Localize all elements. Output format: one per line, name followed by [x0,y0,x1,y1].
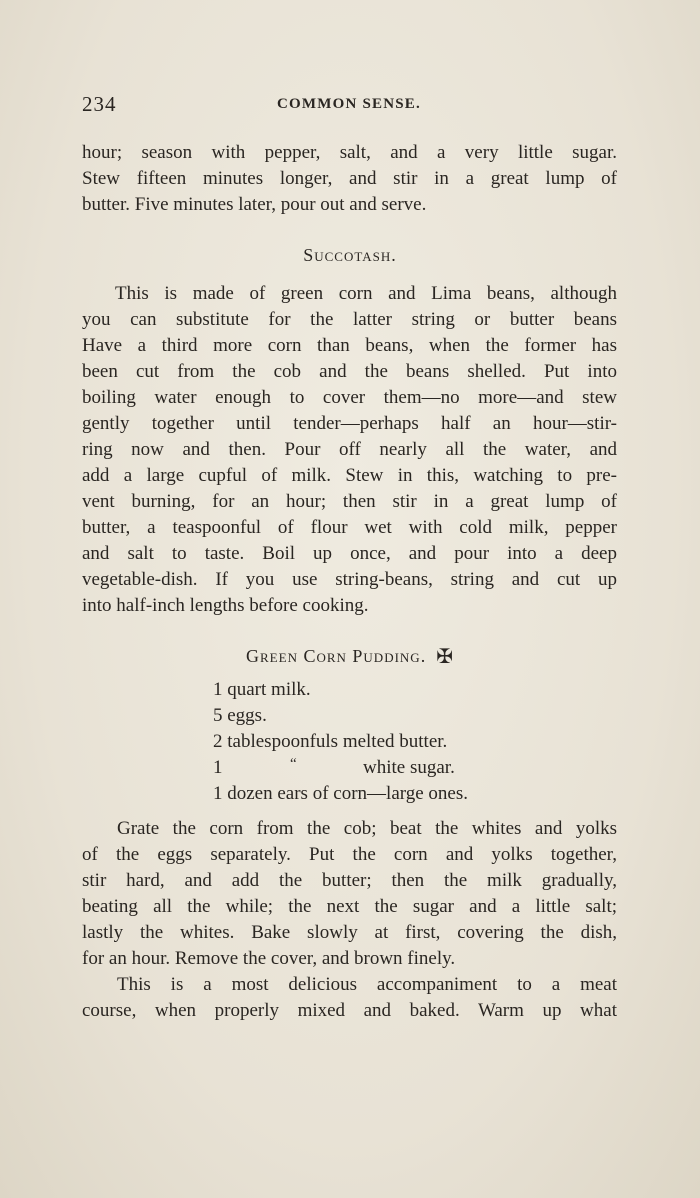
text-line: vent burning, for an hour; then stir in a great lump of [82,491,617,512]
text-line: This is a most delicious accompaniment to a meat [117,974,617,995]
text-line: Have a third more corn than beans, when the former has [82,335,617,356]
ingredient-quantity: 1 [213,757,223,778]
text-line: you can substitute for the latter string or butter beans [82,309,617,330]
text-line: add a large cupful of milk. Stew in this, watching to pre- [82,465,617,486]
text-line: gently together until tender—perhaps half an hour—stir- [82,413,617,434]
ingredient-item: 5 eggs. [213,705,267,726]
text-line: beating all the while; the next the sugar and a little salt; [82,896,617,917]
ingredient-item: 1 quart milk. [213,679,311,700]
page-number: 234 [82,92,117,116]
running-head: COMMON SENSE. [277,96,421,112]
section-title-text: Green Corn Pudding. [246,646,427,666]
text-line: ring now and then. Pour off nearly all the water, and [82,439,617,460]
text-line: Stew fifteen minutes longer, and stir in a great lump of [82,168,617,189]
section-title-green-corn-pudding [0,644,700,669]
text-line: course, when properly mixed and baked. Warm up what [82,1000,617,1021]
page-header [82,92,617,122]
ingredient-item: 2 tablespoonfuls melted butter. [213,731,448,752]
text-line: of the eggs separately. Put the corn and yolks together, [82,844,617,865]
ingredient-text: white sugar. [363,757,455,778]
text-line: vegetable-dish. If you use string-beans, string and cut up [82,569,617,590]
text-line: boiling water enough to cover them—no more—and stew [82,387,617,408]
text-line: into half-inch lengths before cooking. [82,595,369,616]
text-line: and salt to taste. Boil up once, and pour into a deep [82,543,617,564]
ingredient-item: 1 dozen ears of corn—large ones. [213,783,468,804]
cross-mark-icon: ✠ [436,646,454,668]
section-title-succotash: Succotash. [303,245,397,265]
text-line: hour; season with pepper, salt, and a very little sugar. [82,142,617,163]
text-line: for an hour. Remove the cover, and brown finely. [82,948,456,969]
text-line: This is made of green corn and Lima beans, although [115,283,617,304]
ditto-mark: “ [290,756,297,772]
text-line: stir hard, and add the butter; then the milk gradually, [82,870,617,891]
ingredient-item [213,755,513,781]
text-line: Grate the corn from the cob; beat the whites and yolks [117,818,617,839]
text-line: been cut from the cob and the beans shelled. Put into [82,361,617,382]
text-line: butter. Five minutes later, pour out and serve. [82,194,427,215]
text-line: lastly the whites. Bake slowly at first, covering the dish, [82,922,617,943]
text-line: butter, a teaspoonful of flour wet with cold milk, pepper [82,517,617,538]
